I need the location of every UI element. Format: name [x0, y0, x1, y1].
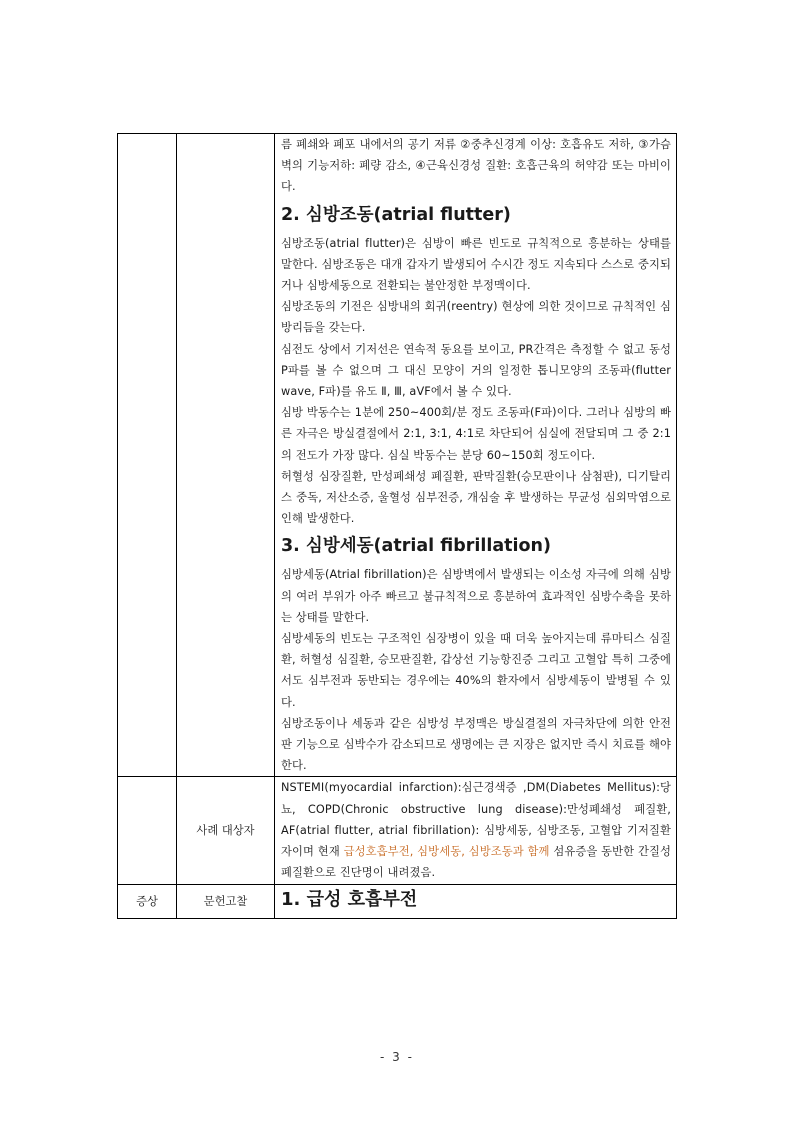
case-text-highlight: 급성호흡부전, 심방세동, 심방조동과 함께: [343, 845, 550, 859]
table-row: [118, 134, 677, 777]
case-label: 사례 대상자: [177, 777, 275, 884]
flutter-heading: 2. 심방조동(atrial flutter): [281, 204, 511, 225]
symptom-content-cell: [275, 884, 677, 918]
flutter-paragraph: 심전도 상에서 기저선은 연속적 동요를 보이고, PR간격은 측정할 수 없고 동성 P파를 볼 수 없으며 그 대신 모양이 거의 일정한 톱니모양의 조동파(flutter wave, F파)를 유도 Ⅱ, Ⅲ, aVF에서 볼 수 있다.: [281, 342, 671, 399]
fibrillation-heading: 3. 심방세동(atrial fibrillation): [281, 536, 552, 557]
acute-respiratory-failure-heading: 1. 급성 호흡부전: [281, 888, 418, 910]
fibrillation-paragraph: 심방세동의 빈도는 구조적인 심장병이 있을 때 더욱 높아지는데 류마티스 심질환, 허혈성 심질환, 승모판질환, 갑상선 기능항진증 그리고 고혈압 특히 그중에서도 심부전과 동반되는 경우에는 40%의 환자에서 심방세동이 발병될 수 있다.: [281, 632, 671, 709]
content-table: [117, 133, 677, 919]
fibrillation-paragraph: 심방조동이나 세동과 같은 심방성 부정맥은 방실결절의 자극차단에 의한 안전판 기능으로 심박수가 감소되므로 생명에는 큰 지장은 없지만 즉시 치료를 해야한다.: [281, 716, 671, 773]
content-cell: [275, 134, 677, 777]
case-content-cell: [275, 777, 677, 884]
flutter-paragraph: 심방조동(atrial flutter)은 심방이 빠른 빈도로 규칙적으로 흥분하는 상태를 말한다. 심방조동은 대개 갑자기 발생되어 수시간 정도 지속되다 스스로 중지되거나 심방세동으로 전환되는 불안정한 부정맥이다.: [281, 236, 671, 293]
case-text-before: NSTEMI(myocardial infarction):심근경색증 ,DM(Diabetes Mellitus):당뇨, COPD(Chronic obstructive lung disease):만성폐쇄성 폐질환, AF(atrial flutter, atrial fibrillation): 심방세동, 심방조동, 고혈압 기저질환자이며 현재: [281, 781, 671, 859]
case-text: [281, 777, 671, 883]
fibrillation-paragraph: 심방세동(Atrial fibrillation)은 심방벽에서 발생되는 이소성 자극에 의해 심방의 여러 부위가 아주 빠르고 불규칙적으로 흥분하여 효과적인 심방수축을 못하는 상태를 말한다.: [281, 568, 671, 624]
literature-review-label: 문헌고찰: [177, 884, 275, 918]
symptom-label: 증상: [118, 884, 177, 918]
flutter-paragraph: 심방 박동수는 1분에 250~400회/분 정도 조동파(F파)이다. 그러나 심방의 빠른 자극은 방실결절에서 2:1, 3:1, 4:1로 차단되어 심실에 전달되며 그 중 2:1의 전도가 가장 많다. 심실 박동수는 분당 60~150회 정도이다.: [281, 406, 671, 462]
category-cell-empty: [118, 777, 177, 884]
page-number: - 3 -: [380, 1050, 414, 1064]
case-text-after: 섬유증을 동반한 간질성 폐질환으로 진단명이 내려졌음.: [281, 845, 671, 880]
category-cell-empty: [118, 134, 177, 777]
table-row: [118, 777, 677, 884]
table-row: [118, 884, 677, 918]
flutter-paragraph: 심방조동의 기전은 심방내의 회귀(reentry) 현상에 의한 것이므로 규칙적인 심방리듬을 갖는다.: [281, 300, 671, 335]
continued-text: 름 폐쇄와 폐포 내에서의 공기 저류 ②중추신경계 이상: 호흡유도 저하, ③가슴벽의 기능저하: 폐량 감소, ④근육신경성 질환: 호흡근육의 허약감 또는 마비이다.: [281, 138, 671, 194]
subcategory-cell-empty: [177, 134, 275, 777]
flutter-paragraph: 허혈성 심장질환, 만성폐쇄성 폐질환, 판막질환(승모판이나 삼첨판), 디기탈리스 중독, 저산소증, 울혈성 심부전증, 개심술 후 발생하는 무균성 심외막염으로 인해 발생한다.: [281, 469, 671, 526]
